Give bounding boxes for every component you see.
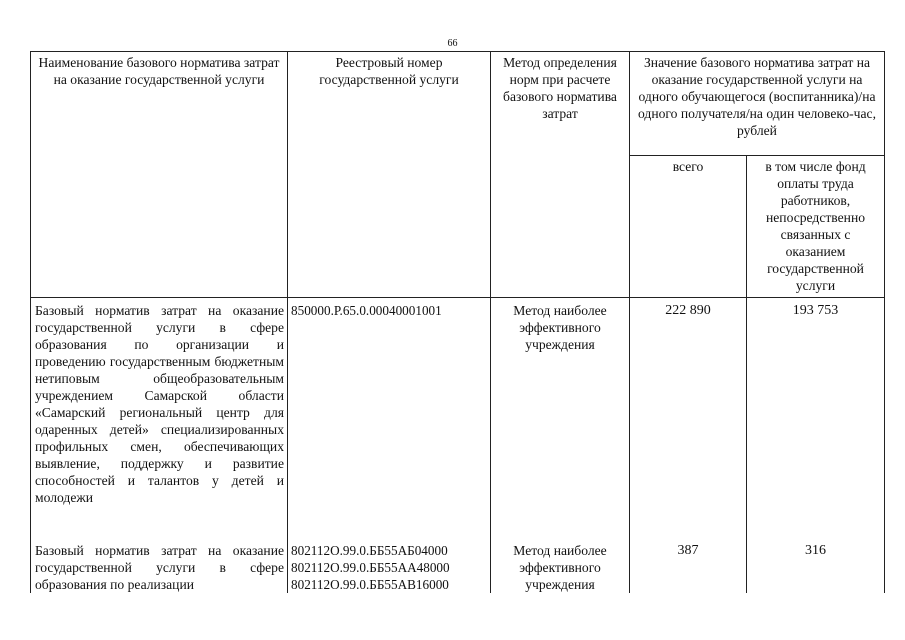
registry-number: 802112О.99.0.ББ55АБ04000 [291,543,448,558]
row-name: Базовый норматив затрат на оказание государственной услуги в сфере образования по реализации [31,542,288,593]
table-row [31,542,885,593]
header-name: Наименование базового норматива затрат на оказание государственной услуги [31,52,288,298]
row-registry [288,298,491,507]
header-value-wage: в том числе фонд оплаты труда работников, непосредственно связанных с оказанием государственной услуги [747,156,885,298]
row-name: Базовый норматив затрат на оказание государственной услуги в сфере образования по организации и проведению государственным бюджетным нетиповым общеобразовательным учреждением Самарской области «Самарский региональный центр для одаренных детей» специализированных профильных смен, обеспечивающих выявление, поддержку и развитие способностей и талантов у детей и молодежи [31,298,288,507]
header-value-total: всего [630,156,747,298]
base-norms-table [30,51,885,593]
row-total: 222 890 [630,298,747,507]
table-header-row [31,52,885,156]
row-registry [288,542,491,593]
row-total: 387 [630,542,747,593]
registry-number: 802112О.99.0.ББ55АВ16000 [291,577,449,592]
row-spacer [31,506,885,542]
registry-number: 802112О.99.0.ББ55АА48000 [291,560,450,575]
registry-number: 850000.Р.65.0.00040001001 [291,303,442,318]
header-method: Метод определения норм при расчете базового норматива затрат [491,52,630,298]
header-registry: Реестровый номер государственной услуги [288,52,491,298]
table-row [31,298,885,507]
row-method: Метод наиболее эффективного учреждения [491,542,630,593]
page-number: 66 [447,38,458,49]
row-method: Метод наиболее эффективного учреждения [491,298,630,507]
row-wage: 193 753 [747,298,885,507]
row-wage: 316 [747,542,885,593]
header-value: Значение базового норматива затрат на оказание государственной услуги на одного обучающегося (воспитанника)/на одного получателя/на один человеко-час, рублей [630,52,885,156]
